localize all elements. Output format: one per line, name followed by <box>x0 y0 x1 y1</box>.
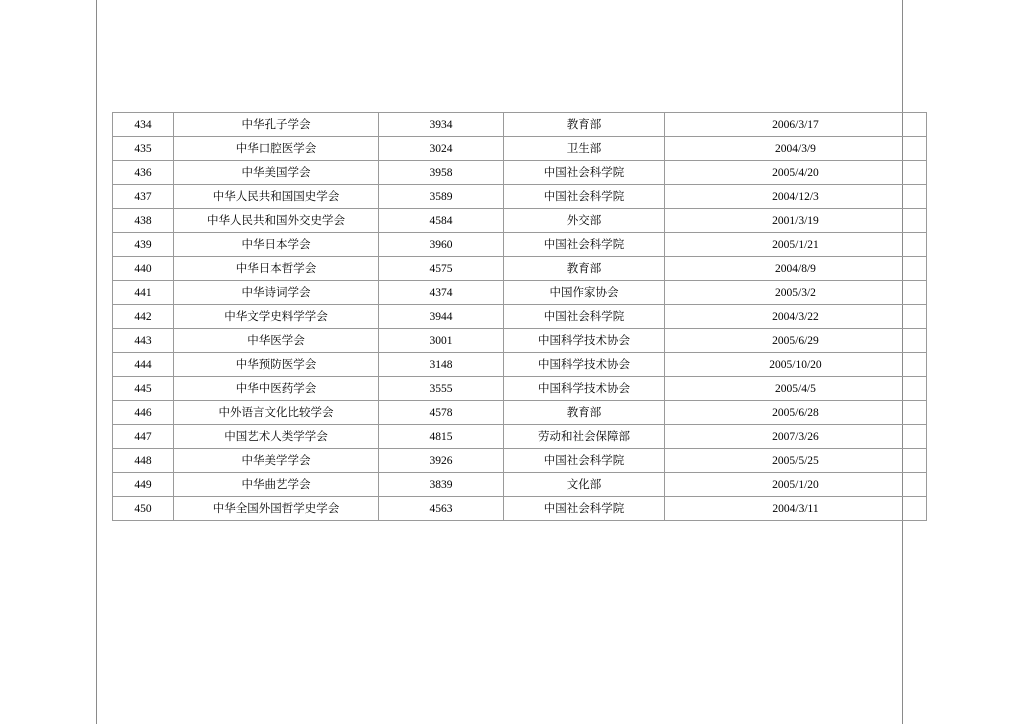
cell-name: 中华文学史料学学会 <box>174 305 379 329</box>
table-row <box>113 233 927 257</box>
cell-index: 439 <box>113 233 174 257</box>
cell-index: 447 <box>113 425 174 449</box>
cell-authority: 中国社会科学院 <box>504 185 665 209</box>
table-row <box>113 113 927 137</box>
cell-authority: 教育部 <box>504 257 665 281</box>
cell-code: 3024 <box>379 137 504 161</box>
cell-code: 3960 <box>379 233 504 257</box>
cell-date: 2004/12/3 <box>665 185 927 209</box>
cell-date: 2005/1/21 <box>665 233 927 257</box>
cell-date: 2005/6/29 <box>665 329 927 353</box>
cell-authority: 教育部 <box>504 401 665 425</box>
cell-name: 中华美学学会 <box>174 449 379 473</box>
table-row <box>113 161 927 185</box>
cell-date: 2005/10/20 <box>665 353 927 377</box>
cell-date: 2006/3/17 <box>665 113 927 137</box>
cell-date: 2004/3/9 <box>665 137 927 161</box>
cell-index: 445 <box>113 377 174 401</box>
cell-authority: 中国科学技术协会 <box>504 353 665 377</box>
cell-code: 4374 <box>379 281 504 305</box>
table-row <box>113 137 927 161</box>
cell-date: 2005/3/2 <box>665 281 927 305</box>
cell-authority: 中国社会科学院 <box>504 305 665 329</box>
cell-code: 3839 <box>379 473 504 497</box>
cell-index: 436 <box>113 161 174 185</box>
cell-date: 2005/5/25 <box>665 449 927 473</box>
cell-name: 中华日本学会 <box>174 233 379 257</box>
table-row <box>113 281 927 305</box>
cell-index: 435 <box>113 137 174 161</box>
table-row <box>113 401 927 425</box>
cell-name: 中华美国学会 <box>174 161 379 185</box>
cell-name: 中华人民共和国国史学会 <box>174 185 379 209</box>
cell-name: 中华医学会 <box>174 329 379 353</box>
cell-code: 3555 <box>379 377 504 401</box>
cell-index: 437 <box>113 185 174 209</box>
cell-name: 中华预防医学会 <box>174 353 379 377</box>
table-row <box>113 353 927 377</box>
table-row <box>113 473 927 497</box>
table-row <box>113 497 927 521</box>
cell-name: 中华孔子学会 <box>174 113 379 137</box>
cell-index: 444 <box>113 353 174 377</box>
cell-date: 2007/3/26 <box>665 425 927 449</box>
cell-code: 3001 <box>379 329 504 353</box>
cell-authority: 中国社会科学院 <box>504 497 665 521</box>
cell-authority: 中国科学技术协会 <box>504 377 665 401</box>
table-row <box>113 425 927 449</box>
cell-code: 3926 <box>379 449 504 473</box>
cell-date: 2005/1/20 <box>665 473 927 497</box>
table-row <box>113 329 927 353</box>
cell-name: 中华人民共和国外交史学会 <box>174 209 379 233</box>
cell-index: 448 <box>113 449 174 473</box>
cell-authority: 中国社会科学院 <box>504 449 665 473</box>
table-row <box>113 257 927 281</box>
cell-code: 3944 <box>379 305 504 329</box>
cell-date: 2005/4/20 <box>665 161 927 185</box>
cell-code: 4575 <box>379 257 504 281</box>
cell-name: 中华诗词学会 <box>174 281 379 305</box>
table-row <box>113 377 927 401</box>
cell-date: 2005/4/5 <box>665 377 927 401</box>
cell-code: 4584 <box>379 209 504 233</box>
table-row <box>113 209 927 233</box>
cell-code: 3934 <box>379 113 504 137</box>
cell-index: 443 <box>113 329 174 353</box>
cell-index: 442 <box>113 305 174 329</box>
cell-authority: 中国社会科学院 <box>504 233 665 257</box>
cell-date: 2005/6/28 <box>665 401 927 425</box>
cell-index: 440 <box>113 257 174 281</box>
cell-date: 2004/3/11 <box>665 497 927 521</box>
cell-authority: 教育部 <box>504 113 665 137</box>
association-table-container <box>112 112 901 521</box>
cell-code: 3148 <box>379 353 504 377</box>
cell-code: 4815 <box>379 425 504 449</box>
cell-date: 2004/8/9 <box>665 257 927 281</box>
cell-authority: 劳动和社会保障部 <box>504 425 665 449</box>
cell-name: 中国艺术人类学学会 <box>174 425 379 449</box>
cell-index: 434 <box>113 113 174 137</box>
cell-name: 中华日本哲学会 <box>174 257 379 281</box>
cell-name: 中外语言文化比较学会 <box>174 401 379 425</box>
cell-date: 2001/3/19 <box>665 209 927 233</box>
cell-name: 中华曲艺学会 <box>174 473 379 497</box>
cell-authority: 文化部 <box>504 473 665 497</box>
cell-code: 3958 <box>379 161 504 185</box>
cell-index: 449 <box>113 473 174 497</box>
cell-code: 3589 <box>379 185 504 209</box>
cell-authority: 中国作家协会 <box>504 281 665 305</box>
table-row <box>113 305 927 329</box>
cell-authority: 卫生部 <box>504 137 665 161</box>
cell-name: 中华全国外国哲学史学会 <box>174 497 379 521</box>
cell-authority: 中国社会科学院 <box>504 161 665 185</box>
cell-name: 中华口腔医学会 <box>174 137 379 161</box>
cell-authority: 外交部 <box>504 209 665 233</box>
cell-code: 4578 <box>379 401 504 425</box>
table-row <box>113 449 927 473</box>
cell-index: 438 <box>113 209 174 233</box>
cell-index: 450 <box>113 497 174 521</box>
cell-index: 441 <box>113 281 174 305</box>
association-table-body <box>113 113 927 521</box>
cell-index: 446 <box>113 401 174 425</box>
cell-date: 2004/3/22 <box>665 305 927 329</box>
table-row <box>113 185 927 209</box>
cell-code: 4563 <box>379 497 504 521</box>
cell-name: 中华中医药学会 <box>174 377 379 401</box>
association-table <box>112 112 927 521</box>
cell-authority: 中国科学技术协会 <box>504 329 665 353</box>
